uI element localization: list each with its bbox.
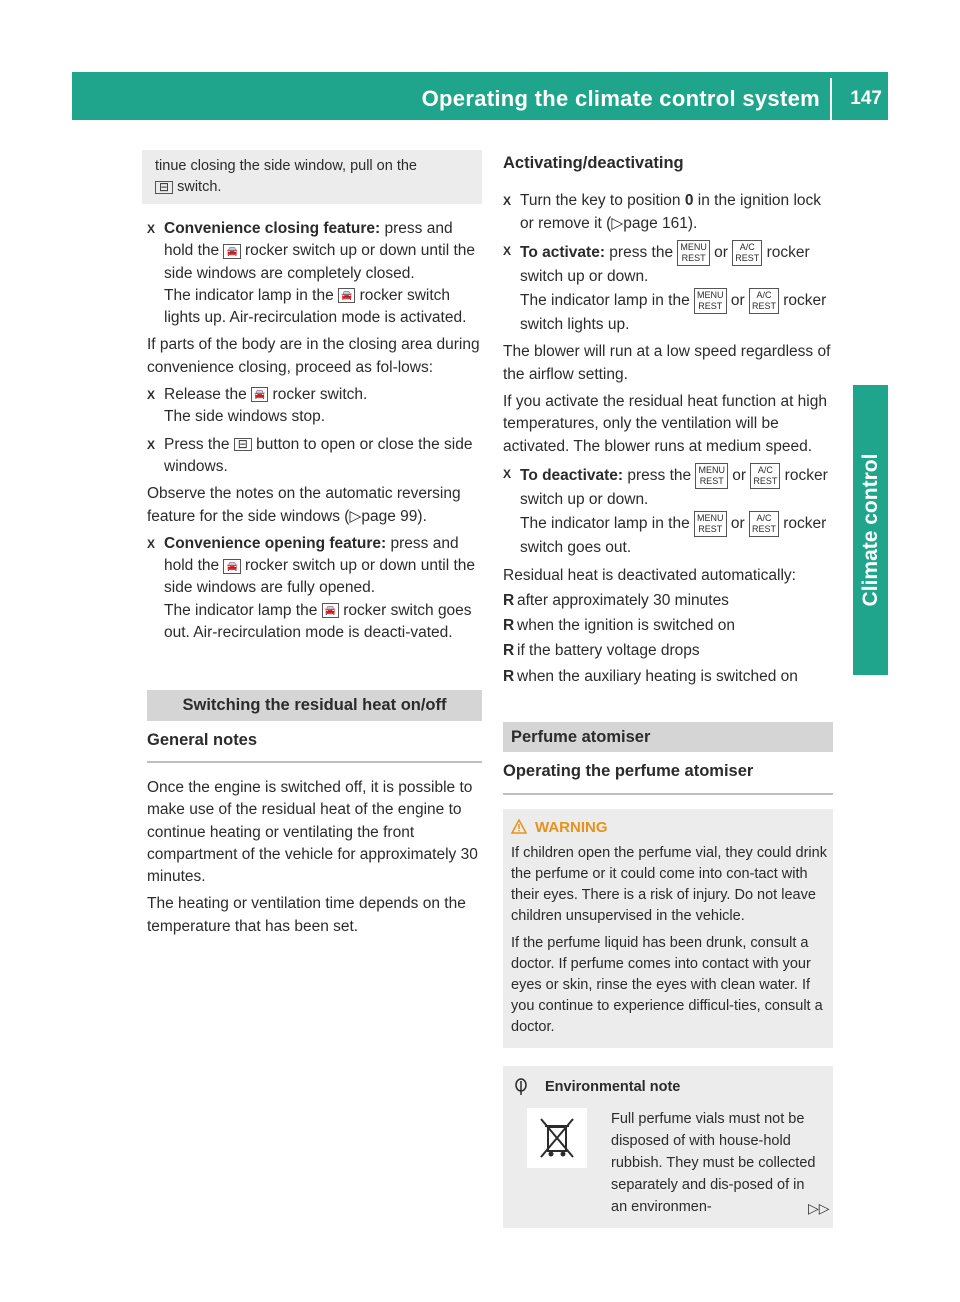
step-text: press and hold the — [164, 534, 459, 575]
step-text: in the ignition lock or remove it ( — [520, 192, 822, 232]
list-item — [503, 590, 833, 612]
page-ref-icon: ▷ — [349, 507, 362, 525]
step-marker: X — [147, 437, 156, 452]
continuation-box — [142, 150, 482, 204]
left-column — [147, 150, 482, 938]
step-marker: X — [147, 388, 156, 403]
subheading: Operating the perfume atomiser — [503, 752, 833, 794]
step-text: rocker switch up or down. — [520, 467, 828, 508]
car-recirculation-icon: 🚘 — [338, 288, 355, 303]
section-title: Perfume atomiser — [503, 722, 833, 752]
step-text: press the — [605, 243, 678, 261]
step-text: rocker switch goes out. — [520, 515, 827, 557]
warning-box — [503, 809, 833, 1048]
list-item — [503, 666, 833, 688]
step-text: The indicator lamp in the — [520, 515, 695, 533]
menu-rest-icon: MENU REST — [695, 463, 728, 489]
right-column — [503, 150, 833, 1228]
bullet-marker: R — [503, 667, 515, 685]
warning-triangle-icon — [511, 819, 527, 834]
car-recirculation-icon: 🚘 — [223, 559, 240, 574]
step-text: button to open or close the side windows. — [164, 435, 473, 475]
env-title: Environmental note — [545, 1078, 681, 1095]
step-text: rocker switch up or down. — [520, 243, 810, 285]
step-bold: Convenience opening feature: — [164, 534, 387, 552]
window-icon: ⊟ — [155, 181, 173, 194]
warning-text: If the perfume liquid has been drunk, consult a doctor. If perfume comes into contact with your eyes or skin, rinse the eyes with clean water. If you continue to experience difficul-ties, consult a doctor. — [511, 934, 823, 1035]
list-item-text: after approximately 30 minutes — [517, 591, 729, 609]
warning-text: If children open the perfume vial, they could drink the perfume or it could come into con-tact with their eyes. There is a risk of injury. Do not leave children unsupervised in the vehicle. — [511, 844, 827, 924]
subheading: General notes — [147, 721, 482, 763]
continuation-text: tinue closing the side window, pull on the — [155, 158, 417, 174]
header-title: Operating the climate control system — [421, 86, 820, 111]
section-title: Switching the residual heat on/off — [147, 690, 482, 720]
ac-rest-icon: A/C REST — [749, 288, 779, 314]
paragraph: If you activate the residual heat function at high temperatures, only the ventilation will be activated. The blower runs at medium speed. — [503, 393, 827, 455]
paragraph: Residual heat is deactivated automatically: — [503, 566, 796, 584]
paragraph: If parts of the body are in the closing area during convenience closing, proceed as fol-lows: — [147, 336, 480, 376]
list-item — [503, 615, 833, 637]
car-recirculation-icon: 🚘 — [251, 387, 268, 402]
step-text: press the — [623, 467, 696, 485]
warning-header — [511, 817, 827, 839]
page-ref-icon: ▷ — [611, 214, 624, 232]
step-text: The indicator lamp in the — [164, 286, 339, 304]
paragraph: The blower will run at a low speed regardless of the airflow setting. — [503, 343, 831, 383]
step-marker: X — [147, 222, 156, 236]
env-row — [513, 1108, 823, 1218]
step-text: The side windows stop. — [164, 408, 326, 426]
step-text: rocker switch. — [268, 386, 368, 404]
list-item-text: when the auxiliary heating is switched on — [517, 667, 798, 685]
step-marker: X — [503, 194, 512, 209]
step-text: or — [726, 292, 749, 310]
environmental-note-box — [503, 1066, 833, 1228]
menu-rest-icon: MENU REST — [694, 288, 727, 314]
bullet-marker: R — [503, 617, 515, 635]
step-bold: To activate: — [520, 243, 605, 261]
step-text: rocker switch goes out. Air-recirculation mode is deacti-vated. — [164, 601, 472, 642]
step-text: press and hold the — [164, 220, 453, 260]
ac-rest-icon: A/C REST — [732, 240, 762, 266]
step-text: Turn the key to position — [520, 192, 685, 210]
page-ref-link[interactable]: page 161). — [623, 214, 698, 232]
step-press-button — [147, 434, 482, 479]
leaf-icon — [513, 1078, 529, 1096]
list-item-text: if the battery voltage drops — [517, 642, 700, 660]
step-text: or — [726, 515, 749, 533]
paragraph-text: Observe the notes on the automatic reversing feature for the side windows ( — [147, 485, 461, 525]
ac-rest-icon: A/C REST — [750, 463, 780, 489]
step-bold: To deactivate: — [520, 467, 624, 485]
step-convenience-closing — [147, 218, 482, 329]
side-tab-label: Climate control — [859, 453, 882, 607]
step-text: rocker switch up or down until the side windows are fully opened. — [164, 557, 476, 597]
header-divider — [830, 78, 832, 120]
paragraph — [147, 483, 482, 528]
car-recirculation-icon: 🚘 — [322, 603, 339, 618]
step-turn-key — [503, 190, 833, 235]
step-bold: Convenience closing feature: — [164, 220, 381, 237]
ac-rest-icon: A/C REST — [749, 511, 779, 537]
step-text: rocker switch up or down until the side windows are completely closed. — [164, 242, 476, 282]
car-recirculation-icon: 🚘 — [223, 244, 240, 259]
menu-rest-icon: MENU REST — [694, 511, 727, 537]
bullet-marker: R — [503, 642, 515, 660]
step-text: rocker switch lights up. — [520, 292, 827, 334]
side-tab[interactable] — [853, 385, 888, 675]
step-convenience-opening — [147, 533, 482, 644]
subheading: Activating/deactivating — [503, 154, 684, 172]
key-position: 0 — [684, 192, 694, 210]
list-item-text: when the ignition is switched on — [517, 617, 735, 635]
step-text: or — [709, 243, 733, 261]
step-marker: X — [147, 536, 156, 551]
header-bar — [72, 72, 888, 120]
menu-rest-icon: MENU REST — [677, 240, 710, 266]
page-number: 147 — [850, 88, 882, 109]
bullet-marker: R — [503, 591, 515, 609]
paragraph: Once the engine is switched off, it is possible to make use of the residual heat of the engine to continue heating or ventilating the front compartment of the vehicle for approximately 30 minutes. — [147, 778, 478, 886]
page-ref-link[interactable]: page 99). — [361, 507, 427, 525]
step-marker: X — [503, 243, 512, 258]
crossed-bin-icon — [527, 1108, 587, 1168]
env-text: Full perfume vials must not be disposed of with house-hold rubbish. They must be collected separately and dis-posed of in an environmen- — [611, 1110, 816, 1215]
step-text: rocker switch lights up. Air-recirculation mode is activated. — [164, 286, 467, 327]
step-release — [147, 384, 482, 429]
step-text: Release the — [164, 386, 252, 404]
warning-title: WARNING — [535, 818, 608, 836]
paragraph: The heating or ventilation time depends on the temperature that has been set. — [147, 895, 466, 935]
continuation-end: switch. — [177, 179, 222, 195]
step-marker: X — [503, 466, 512, 481]
step-text: Press the — [164, 435, 234, 453]
step-deactivate — [503, 463, 833, 560]
window-icon: ⊟ — [234, 438, 252, 451]
step-text: The indicator lamp the — [164, 601, 322, 619]
step-text: or — [727, 467, 751, 485]
continue-icon: ▷▷ — [808, 1200, 830, 1216]
env-header — [513, 1076, 823, 1098]
list-item — [503, 640, 833, 662]
step-activate — [503, 240, 833, 337]
step-text: The indicator lamp in the — [520, 292, 695, 310]
